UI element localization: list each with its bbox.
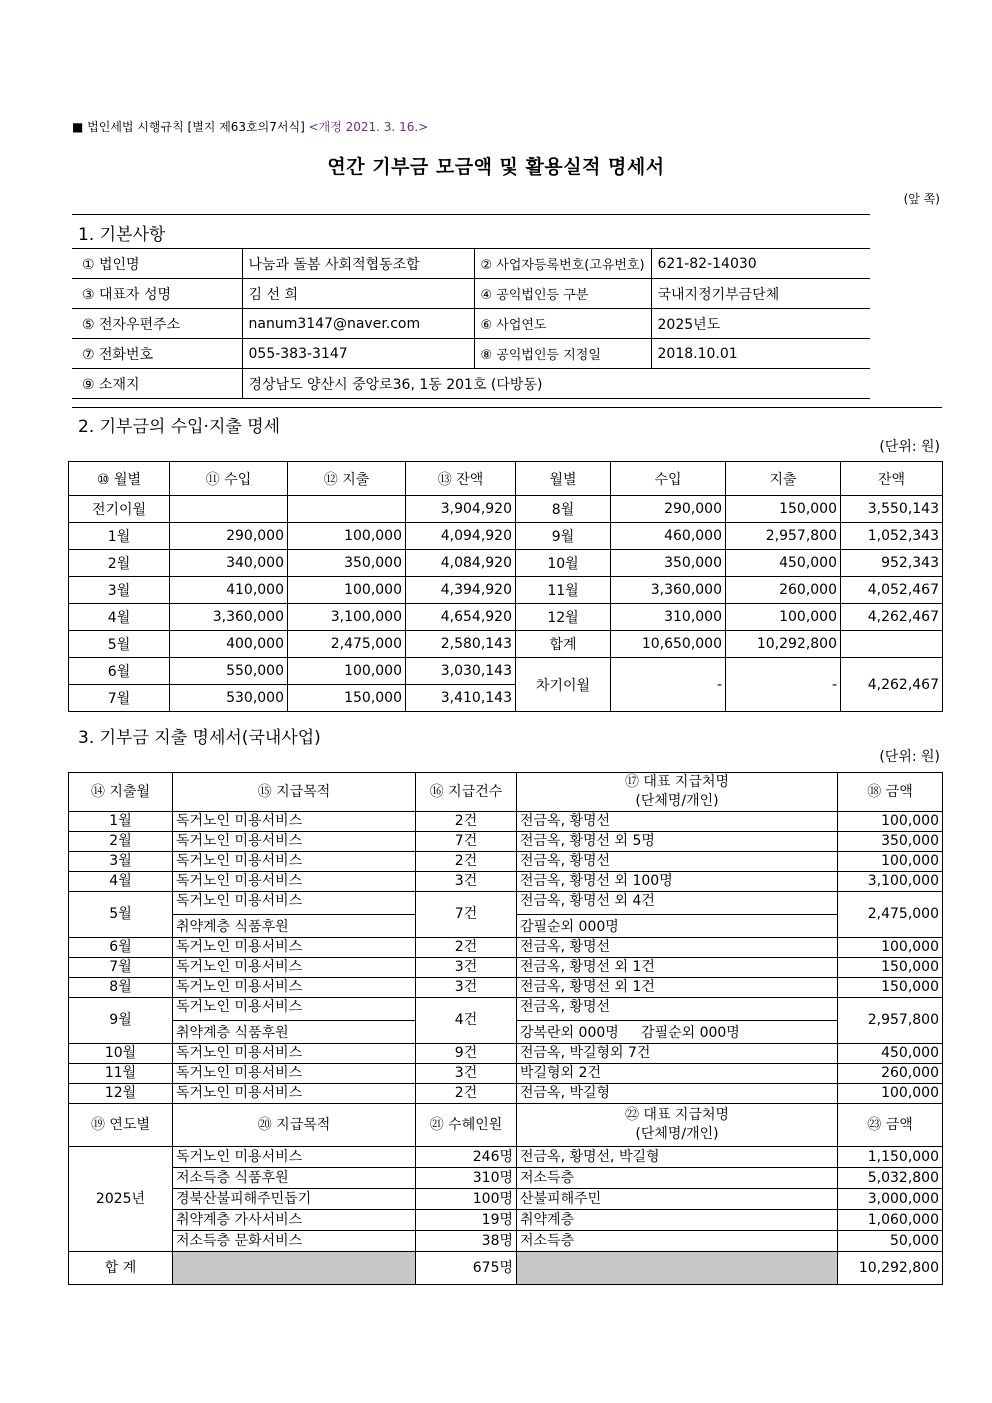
amount-cell: 350,000 [838, 832, 943, 852]
purpose-cell: 독거노인 미용서비스 [173, 1064, 416, 1084]
balance-cell: 4,094,920 [406, 523, 516, 550]
amount-cell: 2,957,800 [838, 998, 943, 1044]
carry-forward-income: - [611, 658, 726, 712]
table-row [69, 978, 943, 998]
recipient-header [517, 773, 838, 812]
field-label: ⑧ 공익법인등 지정일 [474, 339, 651, 369]
column-header: 지출 [726, 462, 841, 496]
balance-cell [841, 631, 943, 658]
carry-forward-balance: 4,262,467 [841, 658, 943, 712]
table-row [69, 550, 943, 577]
column-header: ⑯ 지급건수 [416, 773, 517, 812]
recipient-cell: 전금옥, 황명선 외 100명 [517, 872, 838, 892]
recipient-cell: 전금옥, 황명선 [517, 998, 838, 1021]
divider [72, 214, 870, 215]
field-label: ③ 대표자 성명 [72, 279, 242, 309]
amount-cell: 260,000 [838, 1064, 943, 1084]
table-row [69, 852, 943, 872]
count-cell: 9건 [416, 1044, 517, 1064]
month-cell: 9월 [69, 998, 173, 1044]
expense-cell: 100,000 [288, 577, 406, 604]
field-value: 김 선 희 [242, 279, 474, 309]
count-cell: 2건 [416, 938, 517, 958]
table-row [69, 998, 943, 1021]
table-row [69, 1168, 943, 1189]
income-cell: 550,000 [170, 658, 288, 685]
balance-cell: 3,030,143 [406, 658, 516, 685]
purpose-cell: 독거노인 미용서비스 [173, 812, 416, 832]
month-cell: 7월 [69, 958, 173, 978]
month-cell: 12월 [69, 1084, 173, 1104]
section3-unit: (단위: 원) [879, 749, 940, 765]
month-cell: 6월 [69, 938, 173, 958]
column-header: ⑲ 연도별 [69, 1104, 173, 1147]
table-row [69, 958, 943, 978]
purpose-cell: 독거노인 미용서비스 [173, 892, 416, 915]
total-row [69, 1252, 943, 1285]
form-amendment: <개정 2021. 3. 16.> [308, 120, 429, 134]
amount-cell: 3,000,000 [838, 1189, 943, 1210]
expense-cell: 2,475,000 [288, 631, 406, 658]
month-cell: 8월 [516, 496, 611, 523]
balance-cell: 3,904,920 [406, 496, 516, 523]
recipient-cell: 박길형외 2건 [517, 1064, 838, 1084]
month-cell: 5월 [69, 631, 170, 658]
month-cell: 11월 [69, 1064, 173, 1084]
expense-cell: 450,000 [726, 550, 841, 577]
month-cell: 4월 [69, 872, 173, 892]
expense-cell: 100,000 [288, 523, 406, 550]
beneficiary-count-cell: 100명 [416, 1189, 517, 1210]
field-value: 국내지정기부금단체 [651, 279, 870, 309]
table-row [69, 812, 943, 832]
purpose-cell: 취약계층 식품후원 [173, 1021, 416, 1044]
year-cell: 2025년 [69, 1147, 173, 1252]
expense-cell: 100,000 [288, 658, 406, 685]
income-cell: 290,000 [611, 496, 726, 523]
header-row [69, 1104, 943, 1147]
table-row [69, 1084, 943, 1104]
section2-heading: 2. 기부금의 수입·지출 명세 [78, 417, 281, 437]
income-cell: 10,650,000 [611, 631, 726, 658]
form-reference-text: ■ 법인세법 시행규칙 [별지 제63호의7서식] [72, 120, 305, 134]
purpose-cell: 저소득층 식품후원 [173, 1168, 416, 1189]
count-cell: 2건 [416, 1084, 517, 1104]
beneficiary-count-cell: 19명 [416, 1210, 517, 1231]
month-cell: 2월 [69, 550, 170, 577]
balance-cell: 4,262,467 [841, 604, 943, 631]
recipient-cell: 전금옥, 황명선 [517, 812, 838, 832]
table-row [72, 339, 870, 369]
count-cell: 3건 [416, 978, 517, 998]
purpose-cell: 독거노인 미용서비스 [173, 872, 416, 892]
divider [72, 407, 942, 408]
table-row [72, 249, 870, 279]
count-cell: 3건 [416, 872, 517, 892]
balance-cell: 4,052,467 [841, 577, 943, 604]
carry-forward-expense: - [726, 658, 841, 712]
carry-forward-label: 차기이월 [516, 658, 611, 712]
expense-cell [288, 496, 406, 523]
column-header: ㉓ 금액 [838, 1104, 943, 1147]
month-cell: 11월 [516, 577, 611, 604]
header-row [69, 773, 943, 812]
income-cell: 340,000 [170, 550, 288, 577]
recipient-cell: 전금옥, 황명선 외 1건 [517, 958, 838, 978]
income-cell: 410,000 [170, 577, 288, 604]
recipient-cell: 취약계층 [517, 1210, 838, 1231]
column-header: 수입 [611, 462, 726, 496]
purpose-cell: 독거노인 미용서비스 [173, 938, 416, 958]
column-header: ⑩ 월별 [69, 462, 170, 496]
header-line: (단체명/개인) [635, 793, 719, 809]
recipient-cell: 감필순외 000명 [517, 915, 838, 938]
balance-cell: 2,580,143 [406, 631, 516, 658]
month-cell: 6월 [69, 658, 170, 685]
purpose-cell: 독거노인 미용서비스 [173, 1084, 416, 1104]
table-row [72, 369, 870, 399]
header-line: ㉒ 대표 지급처명 [624, 1107, 730, 1123]
table-row [69, 1147, 943, 1168]
income-cell: 350,000 [611, 550, 726, 577]
income-cell: 290,000 [170, 523, 288, 550]
month-cell: 1월 [69, 812, 173, 832]
income-cell [170, 496, 288, 523]
field-value: nanum3147@naver.com [242, 309, 474, 339]
table-row [69, 938, 943, 958]
field-label: ⑥ 사업연도 [474, 309, 651, 339]
count-cell: 2건 [416, 812, 517, 832]
count-cell: 3건 [416, 1064, 517, 1084]
table-row [69, 1189, 943, 1210]
table-row [69, 523, 943, 550]
table-row [69, 1064, 943, 1084]
balance-cell: 1,052,343 [841, 523, 943, 550]
amount-cell: 1,150,000 [838, 1147, 943, 1168]
amount-cell: 50,000 [838, 1231, 943, 1252]
month-cell: 합계 [516, 631, 611, 658]
month-cell: 3월 [69, 852, 173, 872]
field-label: ④ 공익법인등 구분 [474, 279, 651, 309]
month-cell: 9월 [516, 523, 611, 550]
shaded-cell [517, 1252, 838, 1285]
purpose-cell: 독거노인 미용서비스 [173, 998, 416, 1021]
domestic-expense-table [68, 772, 943, 1285]
header-line: (단체명/개인) [635, 1126, 719, 1142]
expense-cell: 350,000 [288, 550, 406, 577]
amount-cell: 150,000 [838, 958, 943, 978]
section2-unit: (단위: 원) [879, 439, 940, 455]
table-row [69, 872, 943, 892]
column-header: ⑳ 지급목적 [173, 1104, 416, 1147]
purpose-cell: 취약계층 식품후원 [173, 915, 416, 938]
purpose-cell: 독거노인 미용서비스 [173, 1147, 416, 1168]
income-cell: 460,000 [611, 523, 726, 550]
recipient-cell: 전금옥, 황명선, 박길형 [517, 1147, 838, 1168]
amount-cell: 2,475,000 [838, 892, 943, 938]
field-value: 055-383-3147 [242, 339, 474, 369]
month-cell: 4월 [69, 604, 170, 631]
field-label: ⑦ 전화번호 [72, 339, 242, 369]
purpose-cell: 독거노인 미용서비스 [173, 958, 416, 978]
recipient-cell: 산불피해주민 [517, 1189, 838, 1210]
table-row [69, 832, 943, 852]
table-row [69, 577, 943, 604]
count-cell: 4건 [416, 998, 517, 1044]
amount-cell: 100,000 [838, 1084, 943, 1104]
purpose-cell: 독거노인 미용서비스 [173, 852, 416, 872]
column-header: ⑪ 수입 [170, 462, 288, 496]
total-amount: 10,292,800 [838, 1252, 943, 1285]
amount-cell: 3,100,000 [838, 872, 943, 892]
recipient-cell: 전금옥, 황명선 외 1건 [517, 978, 838, 998]
month-cell: 7월 [69, 685, 170, 712]
count-cell: 7건 [416, 832, 517, 852]
balance-cell: 4,084,920 [406, 550, 516, 577]
recipient-cell: 전금옥, 황명선 외 5명 [517, 832, 838, 852]
amount-cell: 5,032,800 [838, 1168, 943, 1189]
balance-cell: 4,394,920 [406, 577, 516, 604]
month-cell: 10월 [516, 550, 611, 577]
table-row [69, 1044, 943, 1064]
section3-heading: 3. 기부금 지출 명세서(국내사업) [78, 728, 321, 748]
field-value: 2018.10.01 [651, 339, 870, 369]
month-cell: 3월 [69, 577, 170, 604]
recipient-cell: 전금옥, 박길형외 7건 [517, 1044, 838, 1064]
recipient-cell: 전금옥, 황명선 [517, 938, 838, 958]
recipient-cell: 저소득층 [517, 1231, 838, 1252]
count-cell: 2건 [416, 852, 517, 872]
table-row [69, 604, 943, 631]
income-cell: 400,000 [170, 631, 288, 658]
field-value: 나눔과 돌봄 사회적협동조합 [242, 249, 474, 279]
table-row [69, 658, 943, 685]
amount-cell: 100,000 [838, 938, 943, 958]
table-row [69, 1231, 943, 1252]
recipient-cell: 전금옥, 황명선 외 4건 [517, 892, 838, 915]
column-header: ⑮ 지급목적 [173, 773, 416, 812]
beneficiary-count-cell: 38명 [416, 1231, 517, 1252]
month-cell: 5월 [69, 892, 173, 938]
count-cell: 3건 [416, 958, 517, 978]
beneficiary-count-cell: 310명 [416, 1168, 517, 1189]
month-cell: 2월 [69, 832, 173, 852]
field-label: ⑤ 전자우편주소 [72, 309, 242, 339]
income-cell: 3,360,000 [611, 577, 726, 604]
field-label: ② 사업자등록번호(고유번호) [474, 249, 651, 279]
expense-cell: 3,100,000 [288, 604, 406, 631]
balance-cell: 3,550,143 [841, 496, 943, 523]
expense-cell: 150,000 [288, 685, 406, 712]
month-cell: 1월 [69, 523, 170, 550]
field-value: 2025년도 [651, 309, 870, 339]
total-label: 합 계 [69, 1252, 173, 1285]
header-line: ⑰ 대표 지급처명 [624, 774, 730, 790]
purpose-cell: 경북산불피해주민돕기 [173, 1189, 416, 1210]
table-row [72, 309, 870, 339]
month-cell: 전기이월 [69, 496, 170, 523]
column-header: 월별 [516, 462, 611, 496]
purpose-cell: 독거노인 미용서비스 [173, 832, 416, 852]
amount-cell: 100,000 [838, 852, 943, 872]
expense-cell: 150,000 [726, 496, 841, 523]
month-cell: 12월 [516, 604, 611, 631]
total-people: 675명 [416, 1252, 517, 1285]
amount-cell: 1,060,000 [838, 1210, 943, 1231]
address-value: 경상남도 양산시 중앙로36, 1동 201호 (다방동) [242, 369, 870, 399]
basic-info-table [72, 248, 870, 399]
income-cell: 530,000 [170, 685, 288, 712]
purpose-cell: 독거노인 미용서비스 [173, 978, 416, 998]
recipient-cell: 강복란외 000명 감필순외 000명 [517, 1021, 838, 1044]
balance-cell: 952,343 [841, 550, 943, 577]
income-cell: 310,000 [611, 604, 726, 631]
recipient-cell: 전금옥, 황명선 [517, 852, 838, 872]
section1-heading: 1. 기본사항 [78, 225, 166, 245]
address-label: ⑨ 소재지 [72, 369, 242, 399]
field-label: ① 법인명 [72, 249, 242, 279]
amount-cell: 450,000 [838, 1044, 943, 1064]
field-value: 621-82-14030 [651, 249, 870, 279]
shaded-cell [173, 1252, 416, 1285]
amount-cell: 100,000 [838, 812, 943, 832]
income-expense-table [68, 461, 943, 712]
expense-cell: 100,000 [726, 604, 841, 631]
purpose-cell: 취약계층 가사서비스 [173, 1210, 416, 1231]
expense-cell: 2,957,800 [726, 523, 841, 550]
income-cell: 3,360,000 [170, 604, 288, 631]
form-reference [72, 118, 428, 135]
table-row [72, 279, 870, 309]
column-header: ⑭ 지출월 [69, 773, 173, 812]
table-row [69, 496, 943, 523]
purpose-cell: 독거노인 미용서비스 [173, 1044, 416, 1064]
side-label: (앞 쪽) [903, 192, 940, 206]
recipient-cell: 저소득층 [517, 1168, 838, 1189]
column-header: ⑱ 금액 [838, 773, 943, 812]
column-header: ⑫ 지출 [288, 462, 406, 496]
recipient-header [517, 1104, 838, 1147]
page-title: 연간 기부금 모금액 및 활용실적 명세서 [327, 156, 665, 178]
balance-cell: 3,410,143 [406, 685, 516, 712]
balance-cell: 4,654,920 [406, 604, 516, 631]
recipient-cell: 전금옥, 박길형 [517, 1084, 838, 1104]
count-cell: 7건 [416, 892, 517, 938]
column-header: 잔액 [841, 462, 943, 496]
month-cell: 8월 [69, 978, 173, 998]
expense-cell: 10,292,800 [726, 631, 841, 658]
expense-cell: 260,000 [726, 577, 841, 604]
amount-cell: 150,000 [838, 978, 943, 998]
table-row [69, 631, 943, 658]
month-cell: 10월 [69, 1044, 173, 1064]
table-row [69, 892, 943, 915]
table-row [69, 1210, 943, 1231]
beneficiary-count-cell: 246명 [416, 1147, 517, 1168]
purpose-cell: 저소득층 문화서비스 [173, 1231, 416, 1252]
column-header: ㉑ 수혜인원 [416, 1104, 517, 1147]
column-header: ⑬ 잔액 [406, 462, 516, 496]
header-row [69, 462, 943, 496]
